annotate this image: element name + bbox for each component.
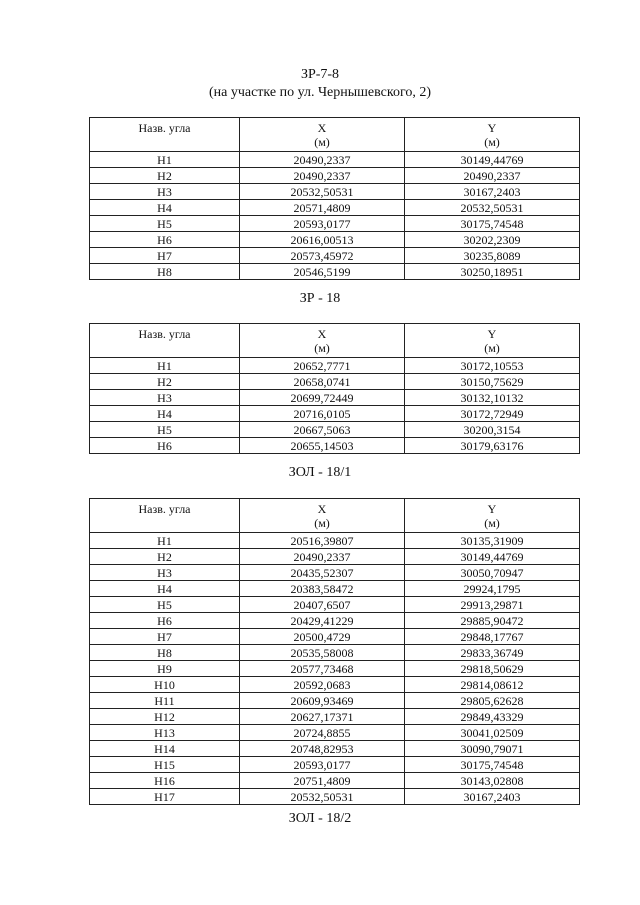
y-value-cell: 30041,02509 xyxy=(405,725,580,741)
x-value-cell: 20716,0105 xyxy=(240,406,405,422)
table-row xyxy=(90,232,580,248)
table-row xyxy=(90,773,580,789)
section-title: ЗОЛ - 18/1 xyxy=(288,465,352,480)
point-name-cell: Н1 xyxy=(90,358,240,374)
table-row xyxy=(90,216,580,232)
x-value-cell: 20429,41229 xyxy=(240,613,405,629)
point-name-cell: Н17 xyxy=(90,789,240,805)
y-value-cell: 30172,72949 xyxy=(405,406,580,422)
y-value-cell: 29849,43329 xyxy=(405,709,580,725)
y-value-cell: 30143,02808 xyxy=(405,773,580,789)
x-value-cell: 20571,4809 xyxy=(240,200,405,216)
header-x xyxy=(240,324,405,358)
y-value-cell: 30135,31909 xyxy=(405,533,580,549)
x-value-cell: 20546,5199 xyxy=(240,264,405,280)
y-value-cell: 30200,3154 xyxy=(405,422,580,438)
x-value-cell: 20724,8855 xyxy=(240,725,405,741)
x-value-cell: 20532,50531 xyxy=(240,789,405,805)
x-value-cell: 20532,50531 xyxy=(240,184,405,200)
header-x xyxy=(240,499,405,533)
x-value-cell: 20490,2337 xyxy=(240,168,405,184)
table-row xyxy=(90,677,580,693)
table-row xyxy=(90,629,580,645)
table-header-row xyxy=(90,324,580,358)
point-name-cell: Н6 xyxy=(90,613,240,629)
point-name-cell: Н9 xyxy=(90,661,240,677)
x-value-cell: 20751,4809 xyxy=(240,773,405,789)
table-row xyxy=(90,200,580,216)
section-title: ЗР - 18 xyxy=(299,291,341,306)
table-row xyxy=(90,693,580,709)
x-value-cell: 20577,73468 xyxy=(240,661,405,677)
header-name: Назв. угла xyxy=(90,118,240,152)
table-row xyxy=(90,549,580,565)
y-value-cell: 30149,44769 xyxy=(405,152,580,168)
y-value-cell: 30167,2403 xyxy=(405,184,580,200)
point-name-cell: Н2 xyxy=(90,374,240,390)
table-row xyxy=(90,406,580,422)
header-name: Назв. угла xyxy=(90,324,240,358)
point-name-cell: Н8 xyxy=(90,264,240,280)
point-name-cell: Н12 xyxy=(90,709,240,725)
y-value-cell: 30175,74548 xyxy=(405,216,580,232)
section-title: ЗОЛ - 18/2 xyxy=(288,811,352,826)
header-x-unit: (м) xyxy=(314,515,330,530)
point-name-cell: Н5 xyxy=(90,597,240,613)
y-value-cell: 30050,70947 xyxy=(405,565,580,581)
point-name-cell: Н16 xyxy=(90,773,240,789)
table-row xyxy=(90,565,580,581)
point-name-cell: Н2 xyxy=(90,549,240,565)
point-name-cell: Н6 xyxy=(90,232,240,248)
point-name-cell: Н1 xyxy=(90,533,240,549)
point-name-cell: Н15 xyxy=(90,757,240,773)
x-value-cell: 20407,6507 xyxy=(240,597,405,613)
point-name-cell: Н3 xyxy=(90,184,240,200)
point-name-cell: Н10 xyxy=(90,677,240,693)
header-name: Назв. угла xyxy=(90,499,240,533)
x-value-cell: 20490,2337 xyxy=(240,152,405,168)
point-name-cell: Н3 xyxy=(90,390,240,406)
coordinates-table xyxy=(89,117,580,280)
table-row xyxy=(90,757,580,773)
header-y-label: Y xyxy=(487,326,497,341)
x-value-cell: 20516,39807 xyxy=(240,533,405,549)
table-row xyxy=(90,374,580,390)
y-value-cell: 29848,17767 xyxy=(405,629,580,645)
header-y-label: Y xyxy=(487,501,497,516)
x-value-cell: 20383,58472 xyxy=(240,581,405,597)
x-value-cell: 20699,72449 xyxy=(240,390,405,406)
table-header-row xyxy=(90,499,580,533)
table-row xyxy=(90,248,580,264)
header-y-unit: (м) xyxy=(484,515,500,530)
point-name-cell: Н8 xyxy=(90,645,240,661)
table-row xyxy=(90,264,580,280)
x-value-cell: 20627,17371 xyxy=(240,709,405,725)
y-value-cell: 30175,74548 xyxy=(405,757,580,773)
y-value-cell: 29924,1795 xyxy=(405,581,580,597)
table-row xyxy=(90,422,580,438)
y-value-cell: 30172,10553 xyxy=(405,358,580,374)
header-y xyxy=(405,118,580,152)
point-name-cell: Н11 xyxy=(90,693,240,709)
y-value-cell: 20490,2337 xyxy=(405,168,580,184)
header-x xyxy=(240,118,405,152)
x-value-cell: 20592,0683 xyxy=(240,677,405,693)
x-value-cell: 20609,93469 xyxy=(240,693,405,709)
x-value-cell: 20435,52307 xyxy=(240,565,405,581)
point-name-cell: Н7 xyxy=(90,629,240,645)
header-x-unit: (м) xyxy=(314,340,330,355)
x-value-cell: 20593,0177 xyxy=(240,216,405,232)
y-value-cell: 29913,29871 xyxy=(405,597,580,613)
table-row xyxy=(90,661,580,677)
y-value-cell: 20532,50531 xyxy=(405,200,580,216)
y-value-cell: 29818,50629 xyxy=(405,661,580,677)
point-name-cell: Н13 xyxy=(90,725,240,741)
table-row xyxy=(90,709,580,725)
x-value-cell: 20535,58008 xyxy=(240,645,405,661)
point-name-cell: Н2 xyxy=(90,168,240,184)
point-name-cell: Н7 xyxy=(90,248,240,264)
x-value-cell: 20667,5063 xyxy=(240,422,405,438)
x-value-cell: 20490,2337 xyxy=(240,549,405,565)
x-value-cell: 20658,0741 xyxy=(240,374,405,390)
point-name-cell: Н5 xyxy=(90,216,240,232)
x-value-cell: 20655,14503 xyxy=(240,438,405,454)
y-value-cell: 29805,62628 xyxy=(405,693,580,709)
point-name-cell: Н4 xyxy=(90,581,240,597)
header-x-label: X xyxy=(317,501,327,516)
x-value-cell: 20616,00513 xyxy=(240,232,405,248)
header-y-unit: (м) xyxy=(484,134,500,149)
section-subtitle: (на участке по ул. Чернышевского, 2) xyxy=(208,85,432,100)
y-value-cell: 30235,8089 xyxy=(405,248,580,264)
point-name-cell: Н3 xyxy=(90,565,240,581)
coordinates-table xyxy=(89,323,580,454)
table-row xyxy=(90,725,580,741)
table-row xyxy=(90,581,580,597)
table-row xyxy=(90,184,580,200)
y-value-cell: 30179,63176 xyxy=(405,438,580,454)
table-row xyxy=(90,613,580,629)
point-name-cell: Н14 xyxy=(90,741,240,757)
y-value-cell: 30132,10132 xyxy=(405,390,580,406)
point-name-cell: Н4 xyxy=(90,200,240,216)
x-value-cell: 20500,4729 xyxy=(240,629,405,645)
y-value-cell: 29885,90472 xyxy=(405,613,580,629)
header-x-unit: (м) xyxy=(314,134,330,149)
point-name-cell: Н4 xyxy=(90,406,240,422)
table-row xyxy=(90,597,580,613)
y-value-cell: 29814,08612 xyxy=(405,677,580,693)
table-row xyxy=(90,438,580,454)
header-x-label: X xyxy=(317,326,327,341)
x-value-cell: 20593,0177 xyxy=(240,757,405,773)
table-row xyxy=(90,152,580,168)
table-header-row xyxy=(90,118,580,152)
point-name-cell: Н6 xyxy=(90,438,240,454)
header-y-label: Y xyxy=(487,120,497,135)
section-title: ЗР-7-8 xyxy=(300,67,340,82)
table-row xyxy=(90,390,580,406)
header-y xyxy=(405,499,580,533)
y-value-cell: 30090,79071 xyxy=(405,741,580,757)
header-y-unit: (м) xyxy=(484,340,500,355)
table-row xyxy=(90,168,580,184)
x-value-cell: 20573,45972 xyxy=(240,248,405,264)
y-value-cell: 30149,44769 xyxy=(405,549,580,565)
table-row xyxy=(90,533,580,549)
y-value-cell: 30202,2309 xyxy=(405,232,580,248)
header-x-label: X xyxy=(317,120,327,135)
table-row xyxy=(90,645,580,661)
point-name-cell: Н5 xyxy=(90,422,240,438)
x-value-cell: 20652,7771 xyxy=(240,358,405,374)
y-value-cell: 30167,2403 xyxy=(405,789,580,805)
table-row xyxy=(90,741,580,757)
coordinates-table xyxy=(89,498,580,805)
table-row xyxy=(90,789,580,805)
y-value-cell: 29833,36749 xyxy=(405,645,580,661)
y-value-cell: 30150,75629 xyxy=(405,374,580,390)
y-value-cell: 30250,18951 xyxy=(405,264,580,280)
table-row xyxy=(90,358,580,374)
header-y xyxy=(405,324,580,358)
x-value-cell: 20748,82953 xyxy=(240,741,405,757)
point-name-cell: Н1 xyxy=(90,152,240,168)
